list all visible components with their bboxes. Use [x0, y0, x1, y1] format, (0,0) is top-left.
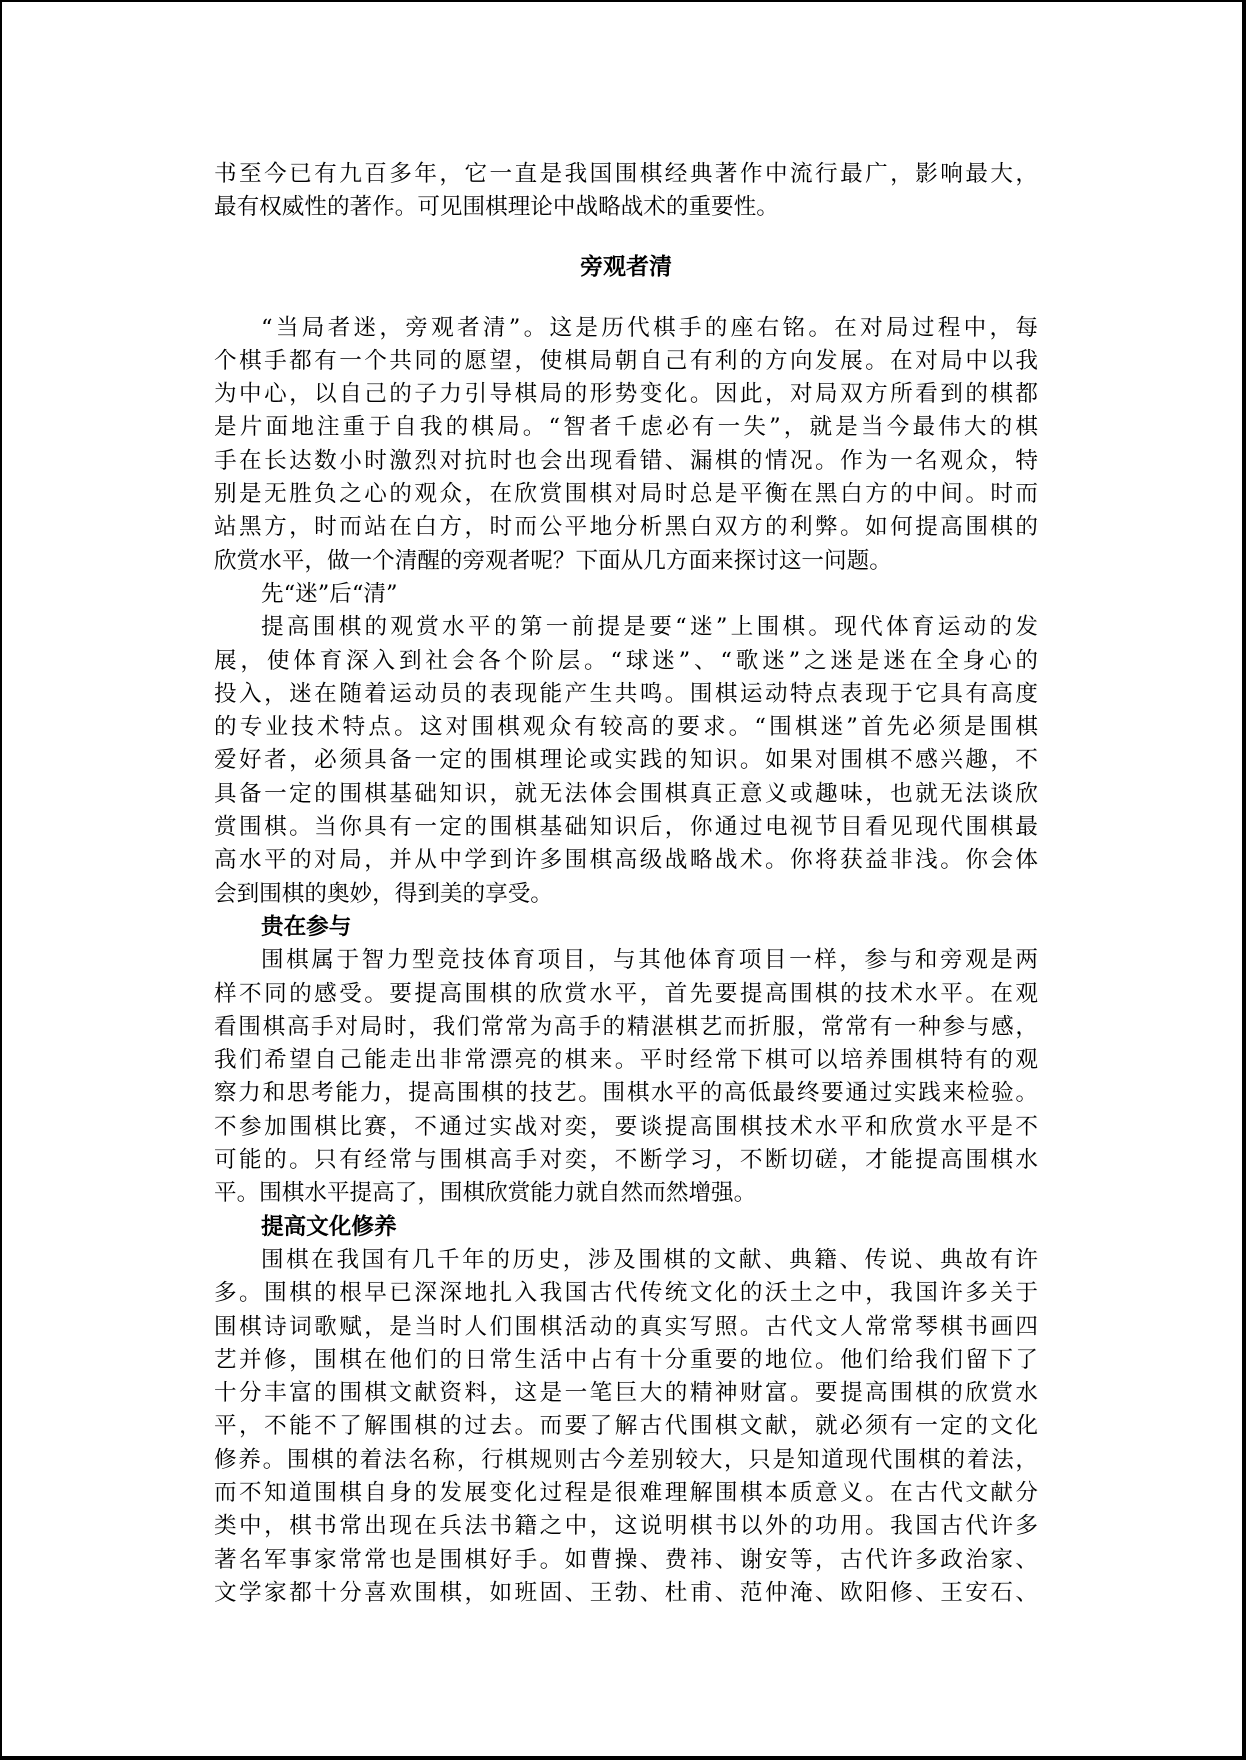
text-line: 围棋属于智力型竞技体育项目，与其他体育项目一样，参与和旁观是两	[261, 947, 1038, 974]
text-line: 提高围棋的观赏水平的第一前提是要“迷”上围棋。现代体育运动的发	[261, 614, 1038, 641]
text-line: 可能的。只有经常与围棋高手对奕，不断学习，不断切磋，才能提高围棋水	[214, 1147, 1038, 1174]
text-line: 围棋在我国有几千年的历史，涉及围棋的文献、典籍、传说、典故有许	[261, 1246, 1038, 1273]
text-line: 围棋诗词歌赋，是当时人们围棋活动的真实写照。古代文人常常琴棋书画四	[214, 1313, 1038, 1340]
text-line: 欣赏水平，做一个清醒的旁观者呢？下面从几方面来探讨这一问题。	[214, 547, 892, 574]
text-line: 别是无胜负之心的观众，在欣赏围棋对局时总是平衡在黑白方的中间。时而	[214, 481, 1038, 508]
text-line: 投入，迷在随着运动员的表现能产生共鸣。围棋运动特点表现于它具有高度	[214, 680, 1038, 707]
text-line: 平，不能不了解围棋的过去。而要了解古代围棋文献，就必须有一定的文化	[214, 1413, 1038, 1440]
text-line: 赏围棋。当你具有一定的围棋基础知识后，你通过电视节目看见现代围棋最	[214, 814, 1038, 841]
text-line: 类中，棋书常出现在兵法书籍之中，这说明棋书以外的功用。我国古代许多	[214, 1513, 1038, 1540]
text-line: 看围棋高手对局时，我们常常为高手的精湛棋艺而折服，常常有一种参与感，	[214, 1013, 1038, 1040]
text-line: 会到围棋的奥妙，得到美的享受。	[214, 880, 553, 907]
text-line: 是片面地注重于自我的棋局。“智者千虑必有一失”，就是当今最伟大的棋	[214, 414, 1038, 441]
section-heading: 旁观者清	[580, 253, 672, 280]
text-line: 最有权威性的著作。可见围棋理论中战略战术的重要性。	[214, 194, 779, 221]
subheading-1: 先“迷”后“清”	[261, 580, 398, 607]
subheading-3: 提高文化修养	[261, 1213, 397, 1240]
text-line: 高水平的对局，并从中学到许多围棋高级战略战术。你将获益非浅。你会体	[214, 847, 1038, 874]
text-line: 书至今已有九百多年，它一直是我国围棋经典著作中流行最广，影响最大，	[214, 161, 1038, 187]
text-line: 十分丰富的围棋文献资料，这是一笔巨大的精神财富。要提高围棋的欣赏水	[214, 1380, 1038, 1407]
text-line: 样不同的感受。要提高围棋的欣赏水平，首先要提高围棋的技术水平。在观	[214, 980, 1038, 1007]
text-line: 平。围棋水平提高了，围棋欣赏能力就自然而然增强。	[214, 1180, 757, 1207]
text-line: 为中心，以自己的子力引导棋局的形势变化。因此，对局双方所看到的棋都	[214, 381, 1038, 408]
document-body	[214, 158, 1038, 1610]
text-line: 我们希望自己能走出非常漂亮的棋来。平时经常下棋可以培养围棋特有的观	[214, 1047, 1038, 1074]
text-line: 具备一定的围棋基础知识，就无法体会围棋真正意义或趣味，也就无法谈欣	[214, 780, 1038, 807]
text-line: 不参加围棋比赛，不通过实战对奕，要谈提高围棋技术水平和欣赏水平是不	[214, 1113, 1038, 1140]
text-line: 而不知道围棋自身的发展变化过程是很难理解围棋本质意义。在古代文献分	[214, 1479, 1038, 1506]
text-line: 多。围棋的根早已深深地扎入我国古代传统文化的沃土之中，我国许多关于	[214, 1280, 1038, 1307]
text-line: 手在长达数小时激烈对抗时也会出现看错、漏棋的情况。作为一名观众，特	[214, 447, 1038, 474]
text-line: 个棋手都有一个共同的愿望，使棋局朝自己有利的方向发展。在对局中以我	[214, 347, 1038, 374]
text-line: 著名军事家常常也是围棋好手。如曹操、费祎、谢安等，古代许多政治家、	[214, 1546, 1038, 1573]
text-line: 站黑方，时而站在白方，时而公平地分析黑白双方的利弊。如何提高围棋的	[214, 514, 1038, 541]
paragraph-1	[214, 312, 1038, 578]
text-line: 修养。围棋的着法名称，行棋规则古今差别较大，只是知道现代围棋的着法，	[214, 1446, 1038, 1473]
text-line: 展，使体育深入到社会各个阶层。“球迷”、“歌迷”之迷是迷在全身心的	[214, 647, 1038, 674]
subheading-2: 贵在参与	[261, 913, 352, 940]
text-line: 的专业技术特点。这对围棋观众有较高的要求。“围棋迷”首先必须是围棋	[214, 714, 1038, 741]
paragraph-2	[214, 611, 1038, 911]
text-line: “当局者迷，旁观者清”。这是历代棋手的座右铭。在对局过程中，每	[261, 314, 1038, 341]
text-line: 艺并修，围棋在他们的日常生活中占有十分重要的地位。他们给我们留下了	[214, 1346, 1038, 1373]
text-line: 文学家都十分喜欢围棋，如班固、王勃、杜甫、范仲淹、欧阳修、王安石、	[214, 1579, 1038, 1606]
paragraph-3	[214, 944, 1038, 1210]
text-line: 察力和思考能力，提高围棋的技艺。围棋水平的高低最终要通过实践来检验。	[214, 1080, 1038, 1107]
text-line: 爱好者，必须具备一定的围棋理论或实践的知识。如果对围棋不感兴趣，不	[214, 747, 1038, 774]
paragraph-4	[214, 1244, 1038, 1610]
intro-paragraph	[214, 158, 1038, 225]
